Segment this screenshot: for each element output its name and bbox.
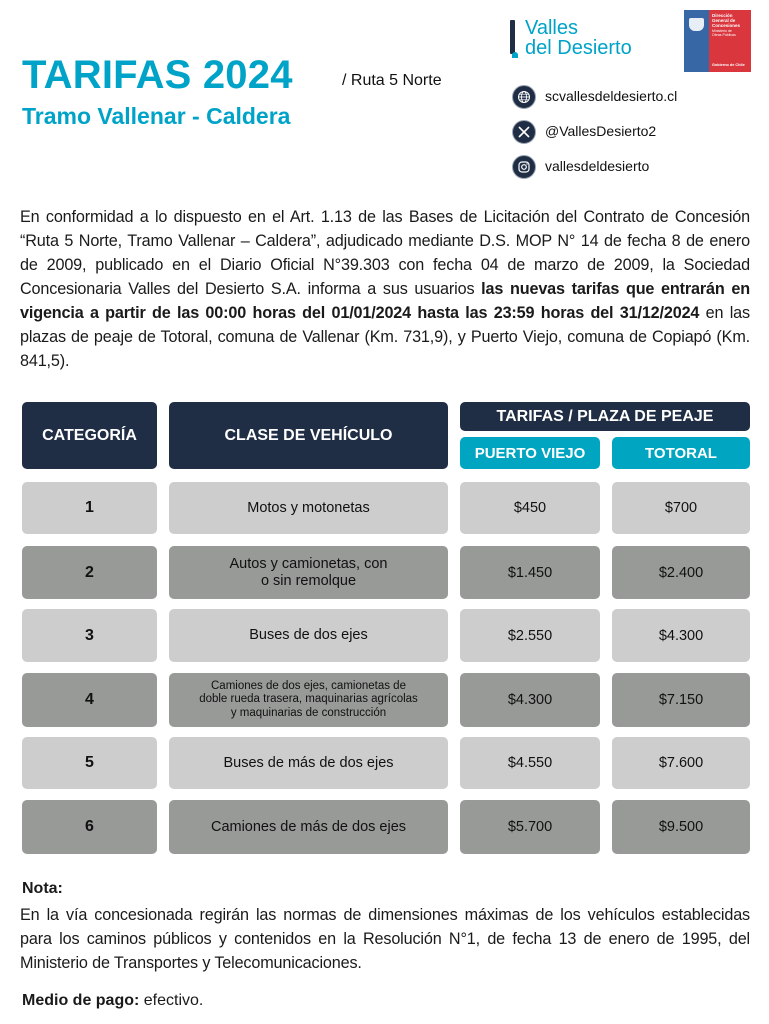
price-totoral-cell-text: $4.300: [658, 627, 704, 644]
category-cell: [22, 673, 157, 727]
vehicle-class-cell: [169, 482, 448, 534]
header-totoral: TOTORAL: [612, 437, 750, 469]
header-tarifas: TARIFAS / PLAZA DE PEAJE: [460, 402, 750, 431]
gov-logo-text: Dirección: [712, 13, 733, 18]
price-puerto-viejo-cell-text: $4.550: [507, 755, 553, 771]
price-puerto-viejo-cell: [460, 737, 600, 789]
category-cell-text: 3: [85, 626, 94, 644]
price-puerto-viejo-cell-text: $4.300: [507, 692, 553, 708]
brand-mark-dot: [512, 52, 518, 58]
vehicle-class-cell-text: Buses de dos ejes: [249, 627, 368, 643]
category-cell: [22, 737, 157, 789]
category-cell-text: 2: [85, 563, 94, 581]
vehicle-class-cell-text: Camiones de más de dos ejes: [210, 818, 407, 835]
coat-of-arms-icon: [689, 18, 704, 31]
vehicle-class-cell: [169, 609, 448, 662]
brand-name: [525, 18, 632, 58]
payment-method: [22, 992, 203, 1010]
note-heading: Nota:: [22, 880, 63, 897]
price-totoral-cell: [612, 737, 750, 789]
website-link[interactable]: scvallesdeldesierto.cl: [545, 88, 678, 104]
price-puerto-viejo-cell: [460, 800, 600, 854]
gov-logo-text: Ministerio de: [712, 29, 732, 33]
category-cell: [22, 546, 157, 599]
vehicle-class-cell: [169, 546, 448, 599]
vehicle-class-cell: [169, 737, 448, 789]
gov-logo-text: Gobierno de Chile: [712, 63, 745, 67]
price-puerto-viejo-cell-text: $2.550: [507, 627, 553, 644]
price-puerto-viejo-cell: [460, 482, 600, 534]
route-label: / Ruta 5 Norte: [342, 72, 442, 89]
header-puerto-viejo: PUERTO VIEJO: [460, 437, 600, 469]
vehicle-class-cell-text: Camiones de dos ejes, camionetas de doble rueda trasera, maquinarias agrícolas y maquinarias de construcción: [199, 679, 418, 719]
brand-mark-bar: [510, 20, 515, 54]
price-totoral-cell-text: $7.600: [658, 755, 704, 771]
category-cell-text: 6: [85, 818, 94, 835]
category-cell: [22, 482, 157, 534]
gov-logo-text: Concesiones: [712, 23, 741, 28]
price-totoral-cell: [612, 482, 750, 534]
price-totoral-cell: [612, 609, 750, 662]
intro-text: En conformidad a lo dispuesto en el Art. 1.13 de las Bases de Licitación del Contrato de Concesión “Ruta 5 Norte, Tramo Vallenar – Caldera”, adjudicado mediante D.S. MOP N° 14 de fecha 8 de enero de 2009, publicado en el Diario Oficial N°39.303 con fecha 04 de marzo de 2009, la Sociedad Concesionaria Valles del Desierto S.A. informa a sus usuarios: [20, 208, 750, 298]
intro-text-end: en las plazas de peaje de Totoral, comuna de Vallenar (Km. 731,9), y Puerto Viejo, comuna de Copiapó (Km. 841,5).: [20, 304, 750, 370]
price-totoral-cell: [612, 673, 750, 727]
page-subtitle: Tramo Vallenar - Caldera: [22, 103, 291, 129]
vehicle-class-cell-text: Buses de más de dos ejes: [223, 754, 394, 771]
header-categoria: CATEGORÍA: [22, 402, 157, 469]
price-puerto-viejo-cell-text: $5.700: [507, 819, 553, 835]
vehicle-class-cell: [169, 673, 448, 727]
vehicle-class-cell-text: Motos y motonetas: [247, 499, 370, 516]
price-puerto-viejo-cell-text: $450: [513, 500, 547, 516]
instagram-icon: [512, 155, 536, 179]
brand-name-line2: del Desierto: [525, 37, 632, 59]
note-text: En la vía concesionada regirán las normas de dimensiones máximas de los vehículos establecidas para los caminos públicos y contenidos en la Resolución N°1, de fecha 13 de enero de 1995, del Ministerio de Transportes y Telecomunicaciones.: [20, 906, 750, 972]
category-cell-text: 5: [85, 754, 94, 771]
price-puerto-viejo-cell: [460, 546, 600, 599]
price-totoral-cell: [612, 800, 750, 854]
gov-logo-text: Obras Públicas: [712, 33, 736, 37]
x-handle-link[interactable]: @VallesDesierto2: [545, 123, 657, 139]
category-cell-text: 4: [85, 691, 94, 708]
vehicle-class-cell-text: Autos y camionetas, con o sin remolque: [229, 555, 388, 589]
price-totoral-cell-text: $700: [664, 500, 698, 516]
vehicle-class-cell: [169, 800, 448, 854]
gov-logo-text: General de: [712, 18, 736, 23]
price-totoral-cell-text: $9.500: [658, 819, 704, 835]
price-totoral-cell-text: $7.150: [658, 692, 704, 708]
price-totoral-cell-text: $2.400: [658, 564, 704, 581]
page-title: TARIFAS 2024: [22, 53, 293, 97]
price-totoral-cell: [612, 546, 750, 599]
x-icon: [512, 120, 536, 144]
intro-bold-text: las nuevas tarifas que entrarán en vigencia a partir de las 00:00 horas del 01/01/2024 hasta las 23:59 horas del 31/12/2024: [20, 280, 750, 322]
intro-paragraph: [20, 205, 750, 373]
header-clase: CLASE DE VEHÍCULO: [169, 402, 448, 469]
category-cell: [22, 800, 157, 854]
globe-icon: [512, 85, 536, 109]
brand-name-line1: Valles: [525, 17, 578, 39]
price-puerto-viejo-cell-text: $1.450: [507, 564, 553, 581]
category-cell: [22, 609, 157, 662]
payment-value: efectivo.: [139, 992, 204, 1009]
price-puerto-viejo-cell: [460, 609, 600, 662]
instagram-link[interactable]: vallesdeldesierto: [545, 158, 650, 174]
category-cell-text: 1: [85, 499, 94, 516]
payment-label: Medio de pago:: [22, 992, 140, 1009]
price-puerto-viejo-cell: [460, 673, 600, 727]
government-logo: [684, 10, 751, 72]
